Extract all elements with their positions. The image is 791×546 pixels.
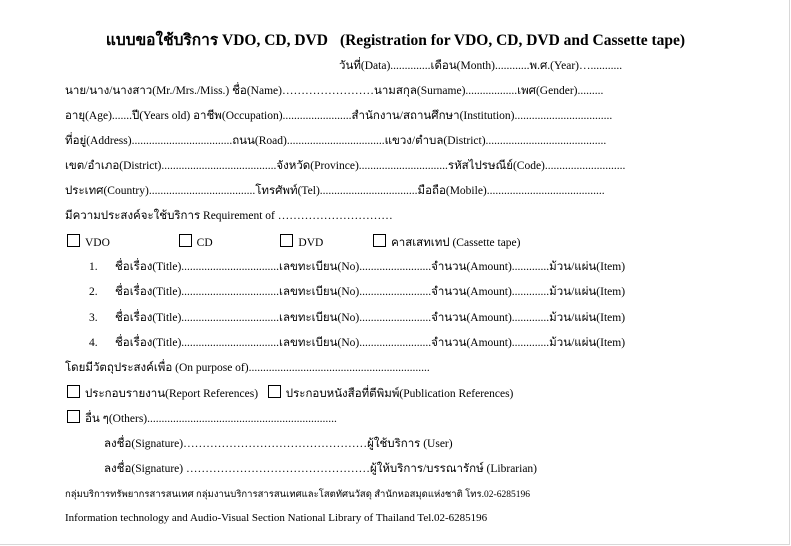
name-field[interactable]: นาย/นาง/นางสาว(Mr./Mrs./Miss.) ชื่อ(Name)…………………… xyxy=(65,85,374,97)
vdo-label: VDO xyxy=(85,237,110,249)
cassette-label: คาสเสทเทป (Cassette tape) xyxy=(391,237,521,249)
media-option-cassette[interactable] xyxy=(373,237,520,249)
item-fields[interactable]: ชื่อเรื่อง(Title)..................................เลขทะเบียน(No).........................จำนวน(Amount).............ม้วน/แผ่น(Item) xyxy=(115,312,626,324)
signature-librarian-line[interactable]: ลงชื่อ(Signature) …………………………………………ผู้ให้บริการ/บรรณารักษ์ (Librarian) xyxy=(104,463,538,475)
cd-label: CD xyxy=(196,237,213,249)
item-fields[interactable]: ชื่อเรื่อง(Title)..................................เลขทะเบียน(No).........................จำนวน(Amount).............ม้วน/แผ่น(Item) xyxy=(115,286,626,298)
name-line[interactable] xyxy=(65,84,603,98)
item-row[interactable] xyxy=(89,285,625,299)
signature-user-line[interactable]: ลงชื่อ(Signature)…………………………………………ผู้ใช้บริการ (User) xyxy=(104,438,453,450)
item-number: 2. xyxy=(89,286,98,298)
publication-label: ประกอบหนังสือที่ตีพิมพ์(Publication References) xyxy=(285,388,514,400)
others-checkbox[interactable] xyxy=(67,410,80,423)
media-option-vdo[interactable] xyxy=(67,237,110,249)
purpose-line[interactable]: โดยมีวัตถุประสงค์เพื่อ (On purpose of)............................................................... xyxy=(65,362,430,374)
requirement-line[interactable]: มีความประสงค์จะใช้บริการ Requirement of ………………………… xyxy=(65,210,393,222)
media-option-cd[interactable] xyxy=(179,237,213,249)
form-title-thai: แบบขอใช้บริการ VDO, CD, DVD xyxy=(105,32,328,49)
cd-checkbox[interactable] xyxy=(179,234,192,247)
purpose-option-report[interactable] xyxy=(67,388,258,400)
item-number: 1. xyxy=(89,261,98,273)
dvd-checkbox[interactable] xyxy=(280,234,293,247)
others-label[interactable]: อื่น ๆ(Others).................................................................. xyxy=(85,413,337,425)
item-number: 4. xyxy=(89,337,98,349)
item-fields[interactable]: ชื่อเรื่อง(Title)..................................เลขทะเบียน(No).........................จำนวน(Amount).............ม้วน/แผ่น(Item) xyxy=(115,261,626,273)
publication-checkbox[interactable] xyxy=(268,385,281,398)
vdo-checkbox[interactable] xyxy=(67,234,80,247)
report-checkbox[interactable] xyxy=(67,385,80,398)
media-options xyxy=(67,234,520,250)
item-row[interactable] xyxy=(89,260,625,274)
item-number: 3. xyxy=(89,312,98,324)
form-title-english: (Registration for VDO, CD, DVD and Cassette tape) xyxy=(339,32,686,49)
address-line[interactable]: ที่อยู่(Address)...................................ถนน(Road)..................................แขวง/ตำบล(District).......................................... xyxy=(65,135,607,147)
age-occupation-line[interactable]: อายุ(Age).......ปี(Years old) อาชีพ(Occupation)........................สำนักงาน/สถานศึกษา(Institution).................................. xyxy=(65,110,613,122)
item-row[interactable] xyxy=(89,311,625,325)
others-option[interactable] xyxy=(67,410,337,426)
country-tel-line[interactable]: ประเทศ(Country).....................................โทรศัพท์(Tel)..................................มือถือ(Mobile)......................................... xyxy=(65,185,605,197)
dvd-label: DVD xyxy=(298,237,324,249)
item-fields[interactable]: ชื่อเรื่อง(Title)..................................เลขทะเบียน(No).........................จำนวน(Amount).............ม้วน/แผ่น(Item) xyxy=(115,337,626,349)
item-row[interactable] xyxy=(89,336,625,350)
footer-english: Information technology and Audio-Visual Section National Library of Thailand Tel.02-6285196 xyxy=(65,512,488,524)
date-line[interactable]: วันที่(Data)..............เดือน(Month)............พ.ศ.(Year)…........... xyxy=(339,60,623,72)
form-title xyxy=(0,27,791,52)
media-option-dvd[interactable] xyxy=(280,237,323,249)
surname-gender-field[interactable]: นามสกุล(Surname)..................เพศ(Gender)......... xyxy=(373,85,604,97)
footer-thai: กลุ่มบริการทรัพยากรสารสนเทศ กลุ่มงานบริการสารสนเทศและโสตทัศนวัสดุ สำนักหอสมุดแห่งชาติ โทร.02-6285196 xyxy=(65,490,530,500)
purpose-options xyxy=(67,385,513,401)
purpose-option-publication[interactable] xyxy=(268,388,514,400)
report-label: ประกอบรายงาน(Report References) xyxy=(85,388,259,400)
district-province-line[interactable]: เขต/อำเภอ(District)........................................จังหวัด(Province)...............................รหัสไปรษณีย์(Code)............................ xyxy=(65,160,626,172)
cassette-checkbox[interactable] xyxy=(373,234,386,247)
